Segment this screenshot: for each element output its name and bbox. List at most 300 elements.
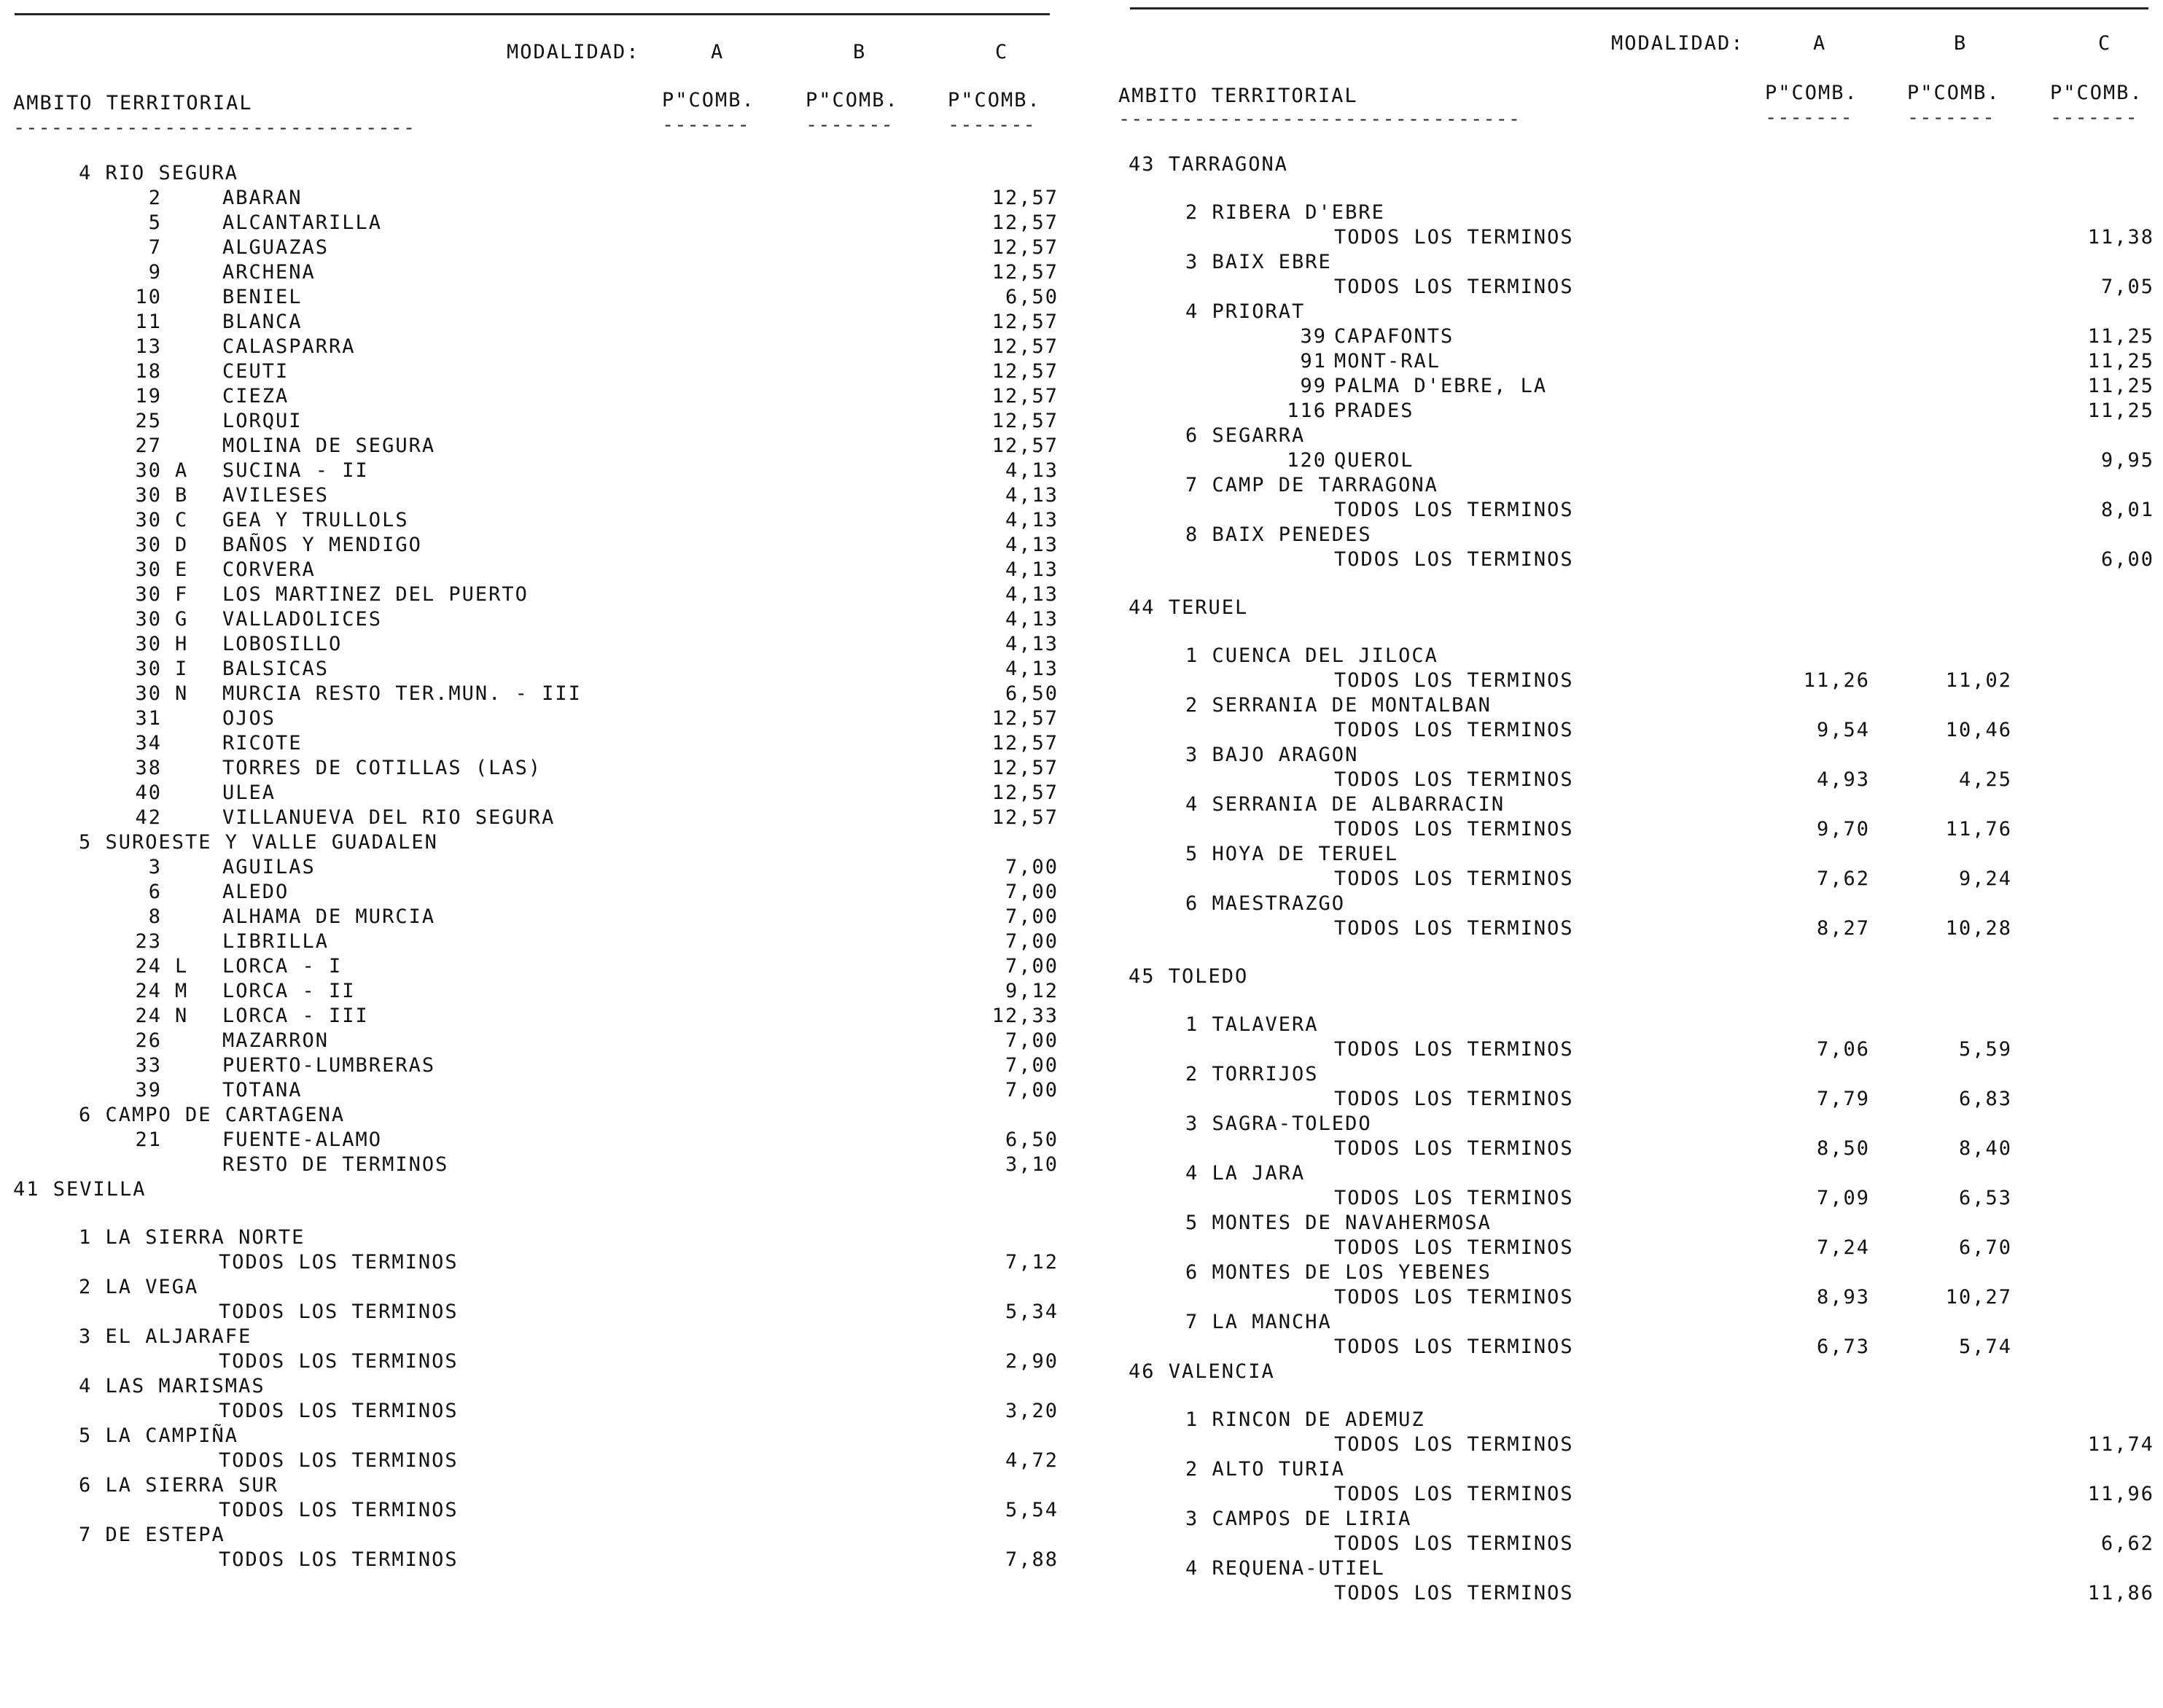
value-c: 5,54: [1005, 1499, 1059, 1521]
municipality-suffix: B: [175, 484, 189, 507]
municipality-name: TOTANA: [222, 1079, 303, 1101]
municipality-suffix: M: [175, 980, 189, 1002]
value-c: 6,50: [1005, 286, 1059, 308]
table-row: [1115, 1582, 2163, 1607]
table-row: [0, 1350, 1064, 1375]
province-heading: [1115, 965, 2163, 990]
municipality-name: OJOS: [222, 707, 276, 730]
value-c: 11,86: [2087, 1582, 2154, 1604]
value-b: 6,70: [1958, 1236, 2012, 1259]
value-b: 5,74: [1958, 1335, 2012, 1358]
municipality-code: 11: [135, 311, 162, 333]
municipality-suffix: H: [175, 633, 189, 655]
municipality-name: AVILESES: [222, 484, 330, 507]
municipality-code: 99: [1300, 375, 1327, 397]
comarca-heading: [1115, 1261, 2163, 1286]
table-row: [1115, 1433, 2163, 1458]
spacer: [1115, 990, 2163, 1013]
municipality-name: LOBOSILLO: [222, 633, 343, 655]
municipality-name: CEUTI: [222, 360, 289, 383]
table-row: [0, 1499, 1064, 1524]
comarca-heading: [1115, 843, 2163, 867]
table-row: [1115, 1236, 2163, 1261]
municipality-name: GEA Y TRULLOLS: [222, 509, 409, 531]
value-a: 6,73: [1816, 1335, 1870, 1358]
table-row: [0, 633, 1064, 658]
table-row: [0, 385, 1064, 410]
municipality-name: TODOS LOS TERMINOS: [219, 1350, 459, 1373]
municipality-code: 116: [1287, 399, 1327, 422]
mod-a-label: A: [711, 41, 725, 63]
municipality-name: MOLINA DE SEGURA: [222, 434, 436, 457]
municipality-name: ALHAMA DE MURCIA: [222, 905, 436, 928]
municipality-name: TODOS LOS TERMINOS: [1334, 1335, 1574, 1358]
municipality-name: TODOS LOS TERMINOS: [1334, 719, 1574, 741]
municipality-name: MONT-RAL: [1334, 350, 1441, 373]
municipality-name: TODOS LOS TERMINOS: [1334, 867, 1574, 890]
value-b: 10,46: [1945, 719, 2012, 741]
spacer: [0, 139, 1064, 162]
table-row: [0, 608, 1064, 633]
municipality-suffix: F: [175, 583, 189, 606]
province-heading: [1115, 153, 2163, 178]
comarca-name: 8 BAIX PENEDES: [1185, 523, 1372, 546]
value-c: 6,50: [1005, 682, 1059, 705]
left-column: [0, 0, 1064, 1708]
municipality-suffix: D: [175, 534, 189, 556]
municipality-name: CIEZA: [222, 385, 289, 407]
ambito-label: AMBITO TERRITORIAL: [1118, 85, 1358, 107]
comarca-name: 5 SUROESTE Y VALLE GUADALEN: [79, 831, 438, 854]
comarca-name: 3 BAIX EBRE: [1185, 251, 1332, 273]
comarca-name: 1 RINCON DE ADEMUZ: [1185, 1408, 1425, 1431]
comarca-name: 3 CAMPOS DE LIRIA: [1185, 1508, 1412, 1530]
value-c: 3,10: [1005, 1153, 1059, 1176]
table-row: [1115, 499, 2163, 523]
value-c: 8,01: [2100, 499, 2154, 521]
municipality-code: 7: [148, 236, 162, 259]
municipality-name: TODOS LOS TERMINOS: [1334, 548, 1574, 571]
table-row: [0, 1400, 1064, 1424]
table-row: [0, 1153, 1064, 1178]
table-row: [0, 509, 1064, 534]
comarca-heading: [1115, 1112, 2163, 1137]
table-row: [0, 1301, 1064, 1325]
comarca-heading: [0, 1424, 1064, 1449]
province-name: 41 SEVILLA: [13, 1178, 147, 1201]
value-c: 4,72: [1005, 1449, 1059, 1472]
comarca-heading: [0, 1226, 1064, 1251]
comarca-name: 3 SAGRA-TOLEDO: [1185, 1112, 1372, 1135]
table-row: [1115, 399, 2163, 424]
value-b: 4,25: [1958, 768, 2012, 791]
table-row: [0, 187, 1064, 211]
col-a-underline: -------: [1765, 106, 1853, 129]
value-b: 6,53: [1958, 1187, 2012, 1209]
comarca-name: 7 CAMP DE TARRAGONA: [1185, 474, 1438, 496]
municipality-name: BAÑOS Y MENDIGO: [222, 534, 422, 556]
value-c: 4,13: [1005, 484, 1059, 507]
value-c: 12,57: [991, 385, 1059, 407]
table-row: [0, 1251, 1064, 1276]
comarca-heading: [1115, 300, 2163, 325]
province-heading: [0, 1178, 1064, 1203]
table-row: [1115, 1335, 2163, 1360]
municipality-code: 3: [148, 856, 162, 878]
col-c-underline: -------: [2050, 106, 2138, 129]
municipality-suffix: L: [175, 955, 189, 978]
comarca-heading: [1115, 1013, 2163, 1038]
top-rule: [15, 13, 1050, 15]
comarca-name: 4 RIO SEGURA: [79, 162, 239, 184]
spacer: [1115, 942, 2163, 965]
municipality-suffix: C: [175, 509, 189, 531]
spacer: [1115, 621, 2163, 644]
value-c: 7,00: [1005, 955, 1059, 978]
municipality-code: 30: [135, 682, 162, 705]
municipality-name: TODOS LOS TERMINOS: [1334, 226, 1574, 249]
table-row: [1115, 548, 2163, 573]
municipality-code: 5: [148, 211, 162, 234]
municipality-code: 34: [135, 732, 162, 754]
comarca-name: 4 PRIORAT: [1185, 300, 1306, 323]
left-table-body: [0, 139, 1064, 1573]
comarca-heading: [1115, 694, 2163, 719]
ambito-underline: --------------------------------: [13, 117, 416, 139]
value-c: 5,34: [1005, 1301, 1059, 1323]
spacer: [1115, 130, 2163, 153]
table-row: [0, 1079, 1064, 1104]
municipality-name: TODOS LOS TERMINOS: [219, 1400, 459, 1422]
value-c: 11,25: [2087, 350, 2154, 373]
value-c: 3,20: [1005, 1400, 1059, 1422]
spacer: [1115, 178, 2163, 201]
value-c: 12,57: [991, 781, 1059, 804]
ambito-label: AMBITO TERRITORIAL: [13, 92, 253, 114]
municipality-name: TODOS LOS TERMINOS: [1334, 1236, 1574, 1259]
municipality-code: 30: [135, 484, 162, 507]
municipality-code: 30: [135, 583, 162, 606]
comarca-name: 3 BAJO ARAGON: [1185, 744, 1359, 766]
comarca-heading: [1115, 1162, 2163, 1187]
municipality-code: 42: [135, 806, 162, 829]
value-c: 9,95: [2100, 449, 2154, 472]
table-row: [1115, 669, 2163, 694]
municipality-name: TODOS LOS TERMINOS: [1334, 1137, 1574, 1160]
municipality-code: 6: [148, 881, 162, 903]
table-row: [1115, 1038, 2163, 1063]
value-c: 6,62: [2100, 1532, 2154, 1555]
value-a: 11,26: [1803, 669, 1870, 692]
municipality-name: PUERTO-LUMBRERAS: [222, 1054, 436, 1077]
col-b-label: P"COMB.: [806, 89, 899, 112]
value-c: 4,13: [1005, 658, 1059, 680]
municipality-name: TODOS LOS TERMINOS: [1334, 818, 1574, 841]
value-c: 4,13: [1005, 558, 1059, 581]
table-row: [0, 781, 1064, 806]
municipality-code: 23: [135, 930, 162, 953]
comarca-name: 4 REQUENA-UTIEL: [1185, 1557, 1385, 1580]
municipality-code: 30: [135, 658, 162, 680]
table-row: [0, 1029, 1064, 1054]
municipality-name: FUENTE-ALAMO: [222, 1128, 383, 1151]
municipality-name: TODOS LOS TERMINOS: [1334, 669, 1574, 692]
municipality-code: 2: [148, 187, 162, 209]
municipality-name: TODOS LOS TERMINOS: [219, 1251, 459, 1274]
col-c-underline: -------: [948, 114, 1036, 136]
value-c: 11,25: [2087, 325, 2154, 348]
comarca-name: 6 MAESTRAZGO: [1185, 892, 1346, 915]
municipality-name: LOS MARTINEZ DEL PUERTO: [222, 583, 529, 606]
municipality-name: BENIEL: [222, 286, 303, 308]
table-row: [0, 484, 1064, 509]
value-c: 4,13: [1005, 534, 1059, 556]
municipality-name: PALMA D'EBRE, LA: [1334, 375, 1548, 397]
comarca-name: 4 SERRANIA DE ALBARRACIN: [1185, 793, 1505, 816]
municipality-name: CALASPARRA: [222, 335, 356, 358]
table-row: [0, 534, 1064, 558]
value-c: 7,00: [1005, 905, 1059, 928]
value-c: 11,38: [2087, 226, 2154, 249]
table-row: [0, 757, 1064, 781]
comarca-heading: [1115, 793, 2163, 818]
province-name: 43 TARRAGONA: [1129, 153, 1289, 176]
table-row: [0, 806, 1064, 831]
table-row: [0, 707, 1064, 732]
table-row: [0, 1449, 1064, 1474]
municipality-name: CAPAFONTS: [1334, 325, 1454, 348]
municipality-code: 25: [135, 410, 162, 432]
table-row: [1115, 1187, 2163, 1212]
municipality-name: TODOS LOS TERMINOS: [1334, 1433, 1574, 1456]
table-row: [1115, 226, 2163, 251]
value-c: 6,50: [1005, 1128, 1059, 1151]
value-c: 7,00: [1005, 1054, 1059, 1077]
comarca-heading: [1115, 744, 2163, 768]
comarca-name: 5 LA CAMPIÑA: [79, 1424, 239, 1447]
value-b: 11,76: [1945, 818, 2012, 841]
table-row: [0, 955, 1064, 980]
value-c: 12,57: [991, 211, 1059, 234]
value-c: 12,57: [991, 311, 1059, 333]
mod-b-label: B: [1954, 32, 1968, 55]
municipality-name: ABARAN: [222, 187, 303, 209]
table-row: [0, 732, 1064, 757]
comarca-heading: [0, 831, 1064, 856]
municipality-code: 24: [135, 1005, 162, 1027]
municipality-name: MAZARRON: [222, 1029, 330, 1052]
table-row: [0, 980, 1064, 1005]
value-c: 6,00: [2100, 548, 2154, 571]
value-c: 12,57: [991, 410, 1059, 432]
comarca-heading: [1115, 1063, 2163, 1088]
comarca-heading: [1115, 201, 2163, 226]
value-c: 4,13: [1005, 633, 1059, 655]
value-b: 10,27: [1945, 1286, 2012, 1309]
municipality-name: TODOS LOS TERMINOS: [1334, 768, 1574, 791]
value-a: 4,93: [1816, 768, 1870, 791]
municipality-name: VILLANUEVA DEL RIO SEGURA: [222, 806, 556, 829]
col-a-label: P"COMB.: [662, 89, 755, 112]
comarca-heading: [1115, 1311, 2163, 1335]
comarca-heading: [1115, 523, 2163, 548]
municipality-name: TODOS LOS TERMINOS: [219, 1449, 459, 1472]
comarca-heading: [0, 1325, 1064, 1350]
value-c: 12,57: [991, 261, 1059, 284]
province-name: 46 VALENCIA: [1129, 1360, 1275, 1383]
value-b: 10,28: [1945, 917, 2012, 940]
comarca-name: 2 LA VEGA: [79, 1276, 199, 1298]
table-row: [1115, 1483, 2163, 1508]
table-row: [1115, 917, 2163, 942]
table-row: [1115, 1286, 2163, 1311]
municipality-name: BALSICAS: [222, 658, 330, 680]
municipality-name: ULEA: [222, 781, 276, 804]
value-c: 11,25: [2087, 375, 2154, 397]
municipality-code: 120: [1287, 449, 1327, 472]
municipality-code: 30: [135, 633, 162, 655]
municipality-code: 30: [135, 608, 162, 631]
municipality-code: 10: [135, 286, 162, 308]
comarca-heading: [1115, 1508, 2163, 1532]
municipality-name: TODOS LOS TERMINOS: [1334, 1582, 1574, 1604]
municipality-name: QUEROL: [1334, 449, 1414, 472]
municipality-name: PRADES: [1334, 399, 1414, 422]
municipality-name: BLANCA: [222, 311, 303, 333]
col-a-underline: -------: [662, 114, 750, 136]
value-a: 7,24: [1816, 1236, 1870, 1259]
value-c: 7,12: [1005, 1251, 1059, 1274]
comarca-name: 1 LA SIERRA NORTE: [79, 1226, 305, 1249]
value-c: 9,12: [1005, 980, 1059, 1002]
spacer: [1115, 573, 2163, 596]
value-a: 7,09: [1816, 1187, 1870, 1209]
comarca-name: 7 DE ESTEPA: [79, 1524, 225, 1546]
col-c-label: P"COMB.: [2050, 82, 2143, 104]
municipality-name: LORQUI: [222, 410, 303, 432]
municipality-code: 39: [135, 1079, 162, 1101]
comarca-heading: [0, 1524, 1064, 1548]
value-c: 4,13: [1005, 459, 1059, 482]
municipality-name: TODOS LOS TERMINOS: [1334, 1187, 1574, 1209]
table-row: [0, 930, 1064, 955]
spacer: [1115, 1385, 2163, 1408]
value-c: 4,13: [1005, 509, 1059, 531]
comarca-heading: [1115, 251, 2163, 276]
comarca-heading: [0, 1276, 1064, 1301]
value-c: 11,74: [2087, 1433, 2154, 1456]
col-a-label: P"COMB.: [1765, 82, 1858, 104]
value-b: 9,24: [1958, 867, 2012, 890]
value-c: 4,13: [1005, 583, 1059, 606]
value-c: 12,33: [991, 1005, 1059, 1027]
table-row: [1115, 1088, 2163, 1112]
col-b-underline: -------: [1907, 106, 1995, 129]
municipality-code: 8: [148, 905, 162, 928]
table-row: [0, 360, 1064, 385]
comarca-name: 2 RIBERA D'EBRE: [1185, 201, 1385, 224]
municipality-code: 26: [135, 1029, 162, 1052]
comarca-heading: [0, 162, 1064, 187]
comarca-name: 4 LAS MARISMAS: [79, 1375, 265, 1397]
right-table-body: [1115, 130, 2163, 1607]
municipality-name: TODOS LOS TERMINOS: [1334, 499, 1574, 521]
municipality-name: ALGUAZAS: [222, 236, 330, 259]
value-c: 7,00: [1005, 856, 1059, 878]
municipality-code: 30: [135, 558, 162, 581]
value-a: 9,54: [1816, 719, 1870, 741]
province-heading: [1115, 596, 2163, 621]
value-c: 11,96: [2087, 1483, 2154, 1505]
table-row: [0, 410, 1064, 434]
province-name: 44 TERUEL: [1129, 596, 1249, 619]
table-row: [0, 905, 1064, 930]
spacer: [0, 1203, 1064, 1226]
municipality-name: TODOS LOS TERMINOS: [1334, 1286, 1574, 1309]
comarca-name: 6 SEGARRA: [1185, 424, 1306, 447]
value-a: 8,27: [1816, 917, 1870, 940]
ambito-underline: --------------------------------: [1118, 108, 1521, 130]
value-b: 11,02: [1945, 669, 2012, 692]
value-c: 12,57: [991, 757, 1059, 779]
municipality-code: 38: [135, 757, 162, 779]
municipality-name: ALEDO: [222, 881, 289, 903]
comarca-heading: [0, 1474, 1064, 1499]
municipality-code: 30: [135, 459, 162, 482]
value-c: 7,00: [1005, 1079, 1059, 1101]
municipality-name: MURCIA RESTO TER.MUN. - III: [222, 682, 582, 705]
comarca-name: 6 LA SIERRA SUR: [79, 1474, 278, 1497]
mod-a-label: A: [1813, 32, 1827, 55]
table-row: [0, 236, 1064, 261]
comarca-heading: [0, 1104, 1064, 1128]
municipality-name: TODOS LOS TERMINOS: [219, 1301, 459, 1323]
table-row: [0, 583, 1064, 608]
comarca-name: 6 MONTES DE LOS YEBENES: [1185, 1261, 1492, 1284]
municipality-code: 30: [135, 534, 162, 556]
municipality-name: TODOS LOS TERMINOS: [1334, 1532, 1574, 1555]
municipality-name: TODOS LOS TERMINOS: [219, 1499, 459, 1521]
modalidad-label: MODALIDAD:: [507, 41, 640, 63]
municipality-name: ALCANTARILLA: [222, 211, 383, 234]
table-row: [0, 311, 1064, 335]
table-row: [0, 658, 1064, 682]
comarca-name: 2 SERRANIA DE MONTALBAN: [1185, 694, 1492, 717]
comarca-name: 7 LA MANCHA: [1185, 1311, 1332, 1333]
value-c: 12,57: [991, 434, 1059, 457]
value-c: 12,57: [991, 707, 1059, 730]
col-b-label: P"COMB.: [1907, 82, 2000, 104]
comarca-heading: [1115, 1408, 2163, 1433]
comarca-name: 6 CAMPO DE CARTAGENA: [79, 1104, 346, 1126]
top-rule: [1130, 7, 2148, 9]
municipality-name: TODOS LOS TERMINOS: [1334, 276, 1574, 298]
comarca-heading: [1115, 1458, 2163, 1483]
value-c: 7,00: [1005, 881, 1059, 903]
comarca-heading: [1115, 424, 2163, 449]
value-b: 8,40: [1958, 1137, 2012, 1160]
municipality-name: TORRES DE COTILLAS (LAS): [222, 757, 542, 779]
municipality-name: TODOS LOS TERMINOS: [219, 1548, 459, 1571]
table-row: [1115, 325, 2163, 350]
value-c: 4,13: [1005, 608, 1059, 631]
value-a: 9,70: [1816, 818, 1870, 841]
municipality-name: CORVERA: [222, 558, 316, 581]
value-c: 12,57: [991, 732, 1059, 754]
municipality-name: ARCHENA: [222, 261, 316, 284]
table-row: [1115, 867, 2163, 892]
table-row: [1115, 350, 2163, 375]
